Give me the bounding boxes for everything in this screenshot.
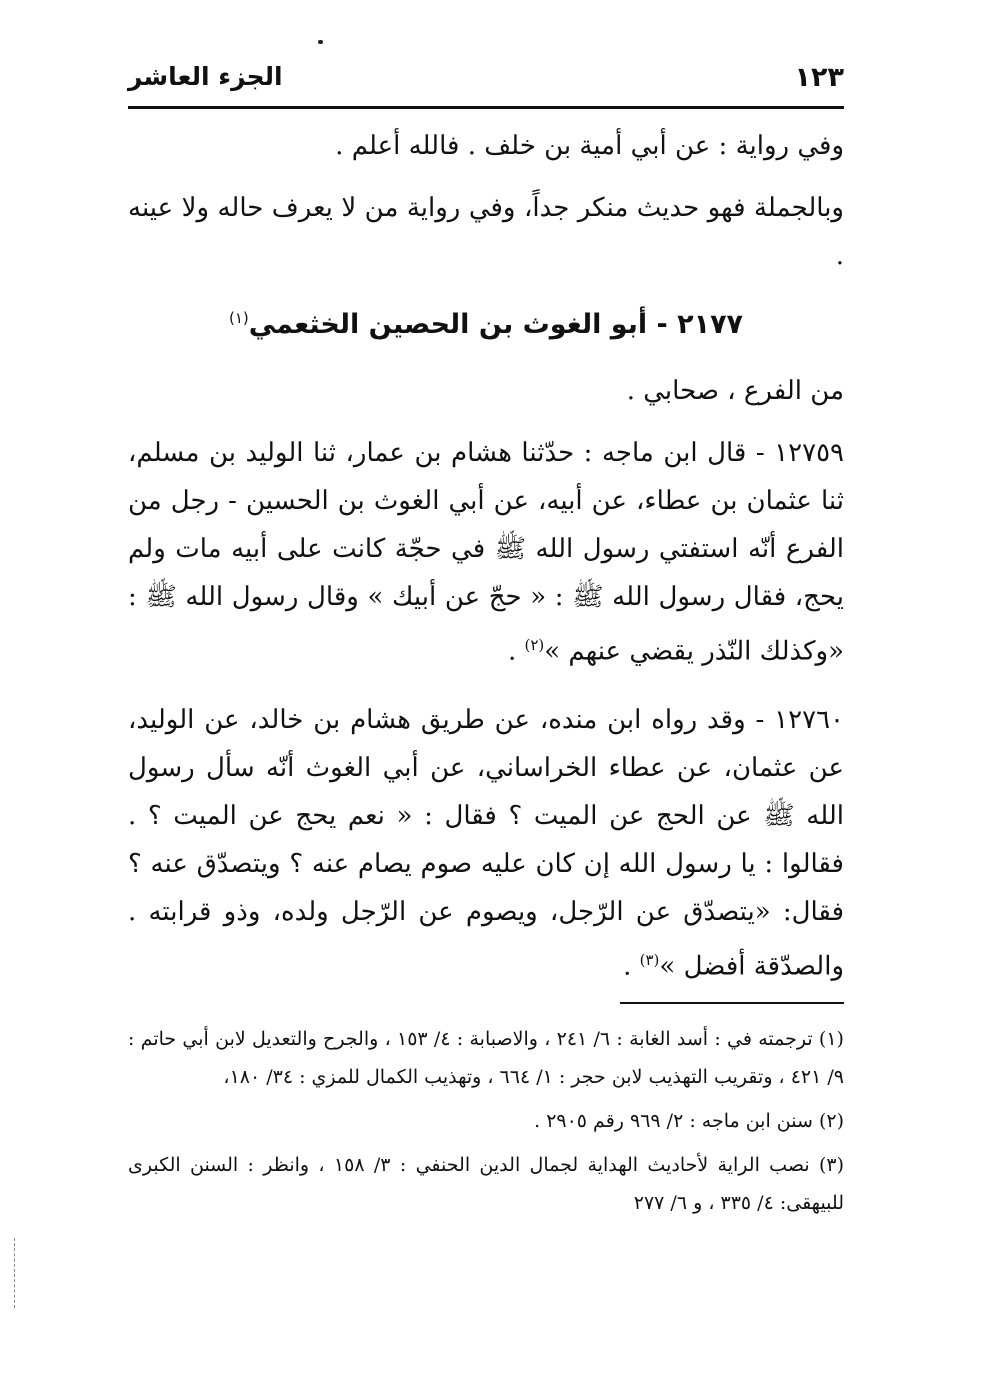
entry-heading-text: ٢١٧٧ - أبو الغوث بن الحصين الخثعمي xyxy=(248,309,744,340)
paragraph-riwaya: وفي رواية : عن أبي أمية بن خلف . فالله أعلم . xyxy=(335,131,844,161)
paragraph-summary: وبالجملة فهو حديث منكر جداً، وفي رواية من لا يعرف حاله ولا عينه . xyxy=(128,193,844,271)
footnote-ref-2: (٢) xyxy=(524,636,545,654)
hadith-12760 xyxy=(128,696,844,991)
footnotes xyxy=(128,1020,844,1228)
main-text xyxy=(128,122,844,1004)
page-number: ١٢٣ xyxy=(794,62,844,93)
footnote-1: (١) ترجمته في : أسد الغابة : ٦/ ٢٤١ ، والاصبابة : ٤/ ١٥٣ ، والجرح والتعديل لابن أبي حاتم : ٩/ ٤٢١ ، وتقريب التهذيب لابن حجر : ١/ ٦٦٤ ، وتهذيب الكمال للمزي : ٣٤/ ١٨٠، xyxy=(128,1028,844,1088)
page-header xyxy=(128,60,844,104)
hadith-12760-text: ١٢٧٦٠ - وقد رواه ابن منده، عن طريق هشام بن خالد، عن الوليد، عن عثمان، عن عطاء الخراساني، عن أبي الغوث أنّه سأل رسول الله ﷺ عن الحج عن الميت ؟ فقال : « نعم يحج عن الميت ؟ . فقالوا : يا رسول الله إن كان عليه صوم يصام عنه ؟ ويتصدّق عنه ؟ فقال: «يتصدّق عن الرّجل، ويصوم عن الرّجل ولده، وذو قرابته . والصدّقة أفضل » xyxy=(128,704,844,982)
ink-speck xyxy=(318,40,323,44)
footnote-ref-1: (١) xyxy=(228,309,249,327)
entry-heading xyxy=(128,294,844,349)
margin-scan-marks xyxy=(14,1238,16,1308)
footnote-ref-3: (٣) xyxy=(639,950,660,969)
footnote-2: (٢) سنن ابن ماجه : ٢/ ٩٦٩ رقم ٢٩٠٥ . xyxy=(534,1110,844,1132)
paragraph-origin: من الفرع ، صحابي . xyxy=(626,376,844,406)
footnote-3: (٣) نصب الراية لأحاديث الهداية لجمال الدين الحنفي : ٣/ ١٥٨ ، وانظر : السنن الكبرى للبيهقى: ٤/ ٣٣٥ ، و ٦/ ٢٧٧ xyxy=(128,1154,844,1214)
hadith-12759-text: ١٢٧٥٩ - قال ابن ماجه : حدّثنا هشام بن عمار، ثنا الوليد بن مسلم، ثنا عثمان بن عطاء، عن أبيه، عن أبي الغوث بن الحسين - رجل من الفرع أنّه استفتي رسول الله ﷺ في حجّة كانت على أبيه مات ولم يحج، فقال رسول الله ﷺ : « حجّ عن أبيك » وقال رسول الله ﷺ : «وكذلك النّذر يقضي عنهم » xyxy=(128,438,844,667)
hadith-12759 xyxy=(128,429,844,676)
volume-title: الجزء العاشر xyxy=(128,62,283,91)
header-rule xyxy=(128,106,844,109)
hadith-12759-end: . xyxy=(507,636,525,667)
hadith-12760-end: . xyxy=(623,951,640,982)
footnote-separator xyxy=(620,1002,844,1004)
